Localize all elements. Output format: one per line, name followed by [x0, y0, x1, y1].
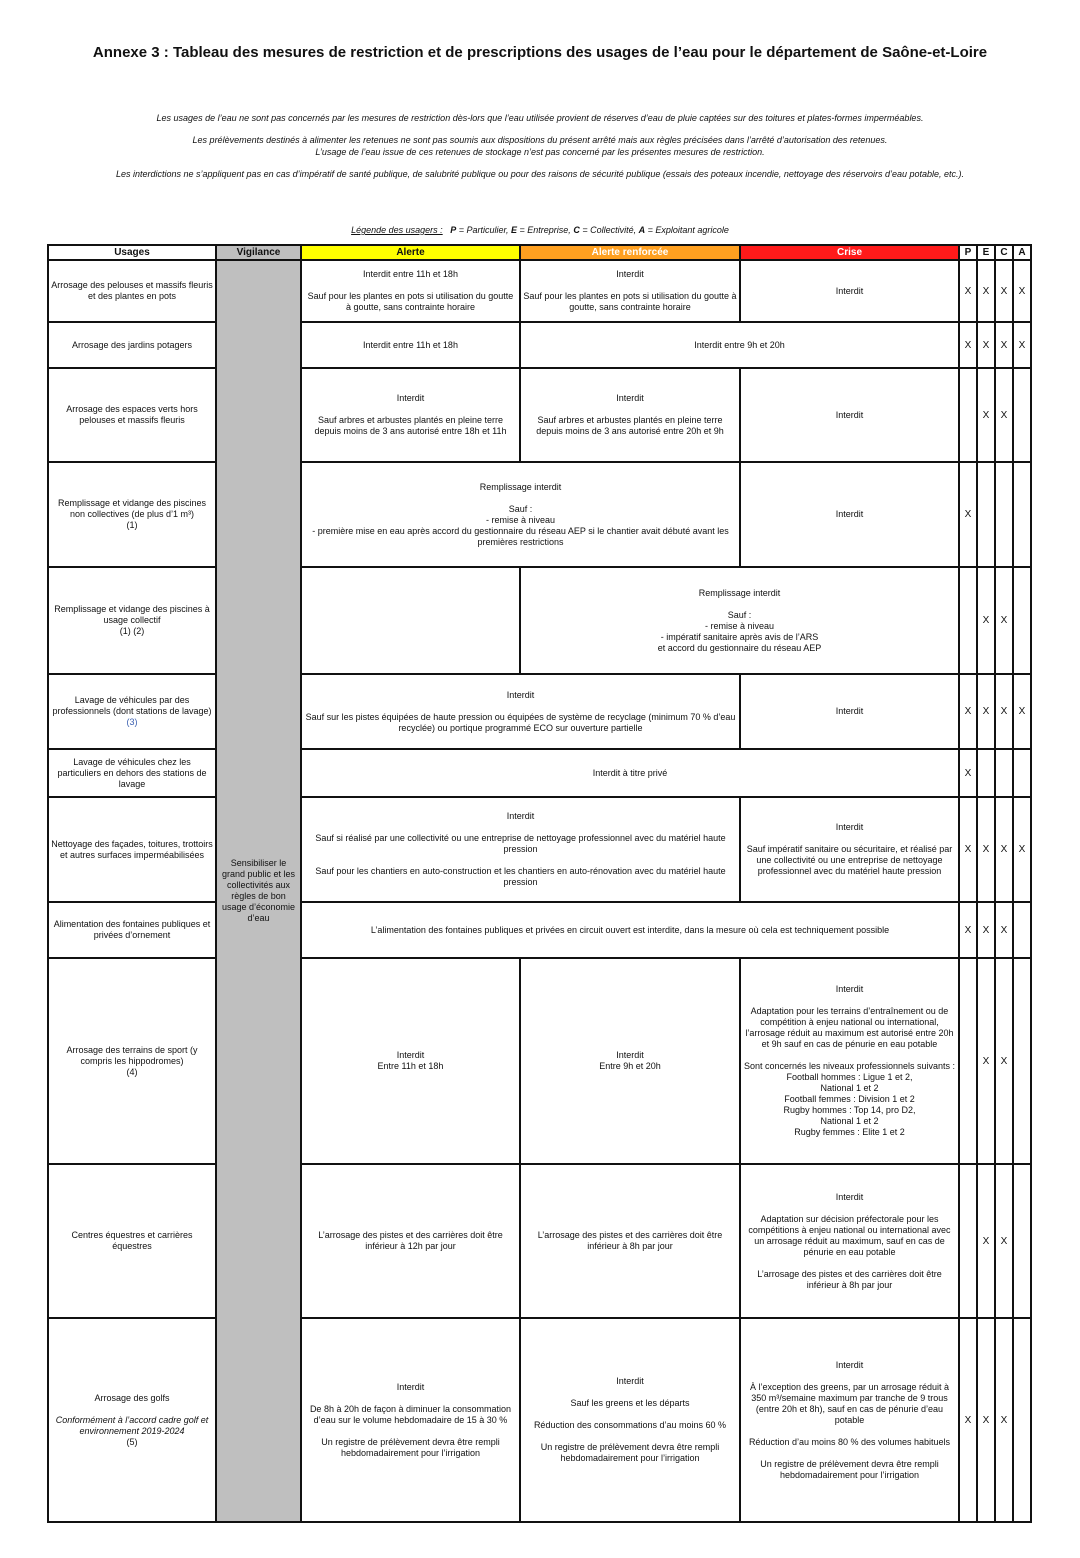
restriction-table — [47, 244, 1032, 1523]
usage-label: Lavage de véhicules par des professionnels (dont stations de lavage) — [52, 695, 212, 716]
usage-italic-note: Conformément à l’accord cadre golf et environnement 2019-2024 — [55, 1414, 209, 1436]
user-e-mark: X — [977, 368, 995, 462]
user-a-mark: X — [1013, 797, 1031, 902]
header-c: C — [995, 245, 1013, 260]
legend-e-label: = Entreprise, — [517, 225, 574, 235]
intro-notes — [60, 112, 1020, 190]
table-row — [48, 1164, 1031, 1318]
header-vigilance: Vigilance — [216, 245, 301, 260]
user-e-mark: X — [977, 567, 995, 674]
usage-cell — [48, 674, 216, 749]
user-p-mark: X — [959, 462, 977, 567]
user-c-mark — [995, 749, 1013, 797]
usage-note: (4) — [126, 1066, 138, 1077]
table-row — [48, 902, 1031, 958]
crise-cell: Interdit Adaptation pour les terrains d’entraînement ou de compétition à enjeu national ou international, l’arrosage réduit au maximum est autorisé entre 20h et 9h sauf en cas de pénurie en eau potable Sont concernés les niveaux professionnels suivants : Football hommes : Ligue 1 et 2, National 1 et 2 Football femmes : Division 1 et 2 Rugby hommes : Top 14, pro D2, National 1 et 2 Rugby femmes : Elite 1 et 2 — [740, 958, 959, 1164]
user-c-mark: X — [995, 260, 1013, 322]
user-p-mark — [959, 567, 977, 674]
all-levels-cell: Interdit à titre privé — [301, 749, 959, 797]
table-row — [48, 749, 1031, 797]
alerte-alerte-renforcee-cell: Remplissage interdit Sauf : - remise à niveau - première mise en eau après accord du gestionnaire du réseau AEP si le chantier avait débuté avant les premières restrictions — [301, 462, 740, 567]
table-row — [48, 1318, 1031, 1522]
crise-cell: Interdit — [740, 462, 959, 567]
header-e: E — [977, 245, 995, 260]
usage-cell: Arrosage des jardins potagers — [48, 322, 216, 368]
header-alerte: Alerte — [301, 245, 520, 260]
usage-cell — [48, 958, 216, 1164]
user-p-mark: X — [959, 902, 977, 958]
usage-cell — [48, 462, 216, 567]
user-c-mark: X — [995, 322, 1013, 368]
table-row — [48, 797, 1031, 902]
usage-cell: Arrosage des espaces verts hors pelouses et massifs fleuris — [48, 368, 216, 462]
crise-cell: Interdit Adaptation sur décision préfectorale pour les compétitions à enjeu national ou international avec un arrosage réduit au maximum, sauf en cas de pénurie en eau potable L’arrosage des pistes et des carrières doit être inférieur à 8h par jour — [740, 1164, 959, 1318]
user-p-mark: X — [959, 260, 977, 322]
table-row — [48, 567, 1031, 674]
usage-note: (1) (2) — [119, 626, 145, 636]
legend-p-label: = Particulier, — [456, 225, 512, 235]
user-e-mark: X — [977, 1164, 995, 1318]
legend-c-label: = Collectivité, — [579, 225, 639, 235]
user-p-mark: X — [959, 674, 977, 749]
legend-e-code: E — [511, 225, 518, 235]
user-c-mark: X — [995, 797, 1013, 902]
user-e-mark — [977, 462, 995, 567]
alerte-cell: Interdit Entre 11h et 18h — [301, 958, 520, 1164]
user-c-mark: X — [995, 567, 1013, 674]
user-c-mark: X — [995, 1164, 1013, 1318]
alerte-cell: Interdit entre 11h et 18h Sauf pour les plantes en pots si utilisation du goutte à goutte, sans contrainte horaire — [301, 260, 520, 322]
usage-note: (5) — [126, 1436, 138, 1447]
usage-cell: Arrosage des pelouses et massifs fleuris et des plantes en pots — [48, 260, 216, 322]
alerte-renforcee-cell: Interdit Sauf les greens et les départs Réduction des consommations d’au moins 60 % Un registre de prélèvement devra être rempli hebdomadairement pour l’irrigation — [520, 1318, 740, 1522]
usage-label: Arrosage des golfs — [94, 1392, 170, 1403]
user-a-mark — [1013, 902, 1031, 958]
alerte-renforcee-cell: Interdit Entre 9h et 20h — [520, 958, 740, 1164]
table-row — [48, 958, 1031, 1164]
header-p: P — [959, 245, 977, 260]
user-c-mark: X — [995, 368, 1013, 462]
user-a-mark: X — [1013, 322, 1031, 368]
user-a-mark — [1013, 958, 1031, 1164]
usage-cell: Alimentation des fontaines publiques et privées d’ornement — [48, 902, 216, 958]
user-a-mark — [1013, 1318, 1031, 1522]
all-levels-cell: L’alimentation des fontaines publiques et privées en circuit ouvert est interdite, dans la mesure où cela est techniquement possible — [301, 902, 959, 958]
alerte-alerte-renforcee-cell: Interdit Sauf si réalisé par une collectivité ou une entreprise de nettoyage professionnel avec du matériel haute pression Sauf pour les chantiers en auto-construction et les chantiers en auto-rénovation avec du matériel haute pression — [301, 797, 740, 902]
usage-cell: Centres équestres et carrières équestres — [48, 1164, 216, 1318]
usage-cell — [48, 1318, 216, 1522]
header-a: A — [1013, 245, 1031, 260]
user-p-mark: X — [959, 749, 977, 797]
user-e-mark: X — [977, 797, 995, 902]
user-a-mark: X — [1013, 260, 1031, 322]
user-legend — [0, 225, 1080, 235]
user-e-mark: X — [977, 322, 995, 368]
legend-p-code: P — [450, 225, 457, 235]
user-a-mark — [1013, 567, 1031, 674]
alerte-renforcee-cell: Interdit Sauf pour les plantes en pots si utilisation du goutte à goutte, sans contrainte horaire — [520, 260, 740, 322]
user-a-mark — [1013, 749, 1031, 797]
user-a-mark — [1013, 1164, 1031, 1318]
legend-a-label: = Exploitant agricole — [645, 225, 729, 235]
table-row — [48, 462, 1031, 567]
user-e-mark: X — [977, 674, 995, 749]
table-row — [48, 368, 1031, 462]
table-row — [48, 674, 1031, 749]
user-a-mark: X — [1013, 674, 1031, 749]
user-p-mark — [959, 368, 977, 462]
usage-cell: Nettoyage des façades, toitures, trottoirs et autres surfaces imperméabilisées — [48, 797, 216, 902]
user-c-mark: X — [995, 1318, 1013, 1522]
user-p-mark: X — [959, 797, 977, 902]
alerte-cell: Interdit De 8h à 20h de façon à diminuer la consommation d’eau sur le volume hebdomadaire de 15 à 30 % Un registre de prélèvement devra être rempli hebdomadairement pour l’irrigation — [301, 1318, 520, 1522]
user-e-mark: X — [977, 260, 995, 322]
legend-title: Légende des usagers : — [351, 225, 443, 235]
alerte-renforcee-cell: Interdit Sauf arbres et arbustes plantés en pleine terre depuis moins de 3 ans autorisé entre 20h et 9h — [520, 368, 740, 462]
alerte-alerte-renforcee-cell: Interdit Sauf sur les pistes équipées de haute pression ou équipées de système de recyclage (minimum 70 % d’eau recyclée) ou portique programmé ECO sur ouverture partielle — [301, 674, 740, 749]
usage-note: (1) — [126, 520, 138, 530]
crise-cell: Interdit Sauf impératif sanitaire ou sécuritaire, et réalisé par une collectivité ou une entreprise de nettoyage professionnel avec du matériel haute pression — [740, 797, 959, 902]
vigilance-cell: Sensibiliser le grand public et les collectivités aux règles de bon usage d’économie d’eau — [216, 260, 301, 1522]
user-e-mark: X — [977, 1318, 995, 1522]
intro-note: Les prélèvements destinés à alimenter les retenues ne sont pas soumis aux dispositions du présent arrêté mais aux règles précisées dans l’arrêté d’autorisation des retenues. L’usage de l’eau issue de ces retenues de stockage n’est pas concerné par les présentes mesures de restriction. — [192, 135, 888, 157]
user-e-mark — [977, 749, 995, 797]
alerte-cell: L’arrosage des pistes et des carrières doit être inférieur à 12h par jour — [301, 1164, 520, 1318]
crise-cell: Interdit — [740, 260, 959, 322]
user-p-mark — [959, 958, 977, 1164]
intro-note: Les interdictions ne s’appliquent pas en cas d’impératif de santé publique, de salubrité publique ou pour des raisons de sécurité publique (essais des poteaux incendie, nettoyage des réservoirs d’eau potable, etc.). — [115, 169, 965, 179]
usage-label: Remplissage et vidange des piscines non collectives (de plus d’1 m³) — [57, 498, 207, 519]
user-c-mark: X — [995, 958, 1013, 1164]
alerte-cell: Interdit entre 11h et 18h — [301, 322, 520, 368]
header-crise: Crise — [740, 245, 959, 260]
usage-label: Remplissage et vidange des piscines à usage collectif — [54, 604, 210, 625]
usage-cell: Lavage de véhicules chez les particuliers en dehors des stations de lavage — [48, 749, 216, 797]
header-usages: Usages — [48, 245, 216, 260]
user-a-mark — [1013, 462, 1031, 567]
usage-note: (3) — [126, 717, 138, 727]
legend-c-code: C — [573, 225, 580, 235]
alerte-renforcee-crise-cell: Interdit entre 9h et 20h — [520, 322, 959, 368]
alerte-renforcee-cell: L’arrosage des pistes et des carrières doit être inférieur à 8h par jour — [520, 1164, 740, 1318]
crise-cell: Interdit — [740, 674, 959, 749]
usage-label: Arrosage des terrains de sport (y compris les hippodromes) — [66, 1044, 198, 1066]
intro-note: Les usages de l’eau ne sont pas concernés par les mesures de restriction dès-lors que l’eau utilisée provient de réserves d’eau de pluie captées sur des toitures et plates-formes imperméables. — [156, 113, 924, 123]
user-e-mark: X — [977, 902, 995, 958]
user-p-mark — [959, 1164, 977, 1318]
crise-cell: Interdit À l’exception des greens, par un arrosage réduit à 350 m³/semaine maximum par tranche de 9 trous (entre 20h et 8h), sauf en cas de pénurie d’eau potable Réduction d’au moins 80 % des volumes habituels Un registre de prélèvement devra être rempli hebdomadairement pour l’irrigation — [740, 1318, 959, 1522]
user-p-mark: X — [959, 322, 977, 368]
usage-cell — [48, 567, 216, 674]
user-p-mark: X — [959, 1318, 977, 1522]
alerte-renforcee-crise-cell: Remplissage interdit Sauf : - remise à niveau - impératif sanitaire après avis de l’ARS et accord du gestionnaire du réseau AEP — [520, 567, 959, 674]
user-c-mark: X — [995, 902, 1013, 958]
header-row — [48, 245, 1031, 260]
crise-cell: Interdit — [740, 368, 959, 462]
user-c-mark: X — [995, 674, 1013, 749]
alerte-cell — [301, 567, 520, 674]
alerte-cell: Interdit Sauf arbres et arbustes plantés en pleine terre depuis moins de 3 ans autorisé entre 18h et 11h — [301, 368, 520, 462]
table-row — [48, 260, 1031, 322]
user-c-mark — [995, 462, 1013, 567]
table-row — [48, 322, 1031, 368]
legend-a-code: A — [638, 225, 646, 235]
page-title: Annexe 3 : Tableau des mesures de restriction et de prescriptions des usages de l’eau pour le département de Saône-et-Loire — [92, 44, 988, 61]
header-alerte-renforcee: Alerte renforcée — [520, 245, 740, 260]
user-a-mark — [1013, 368, 1031, 462]
user-e-mark: X — [977, 958, 995, 1164]
